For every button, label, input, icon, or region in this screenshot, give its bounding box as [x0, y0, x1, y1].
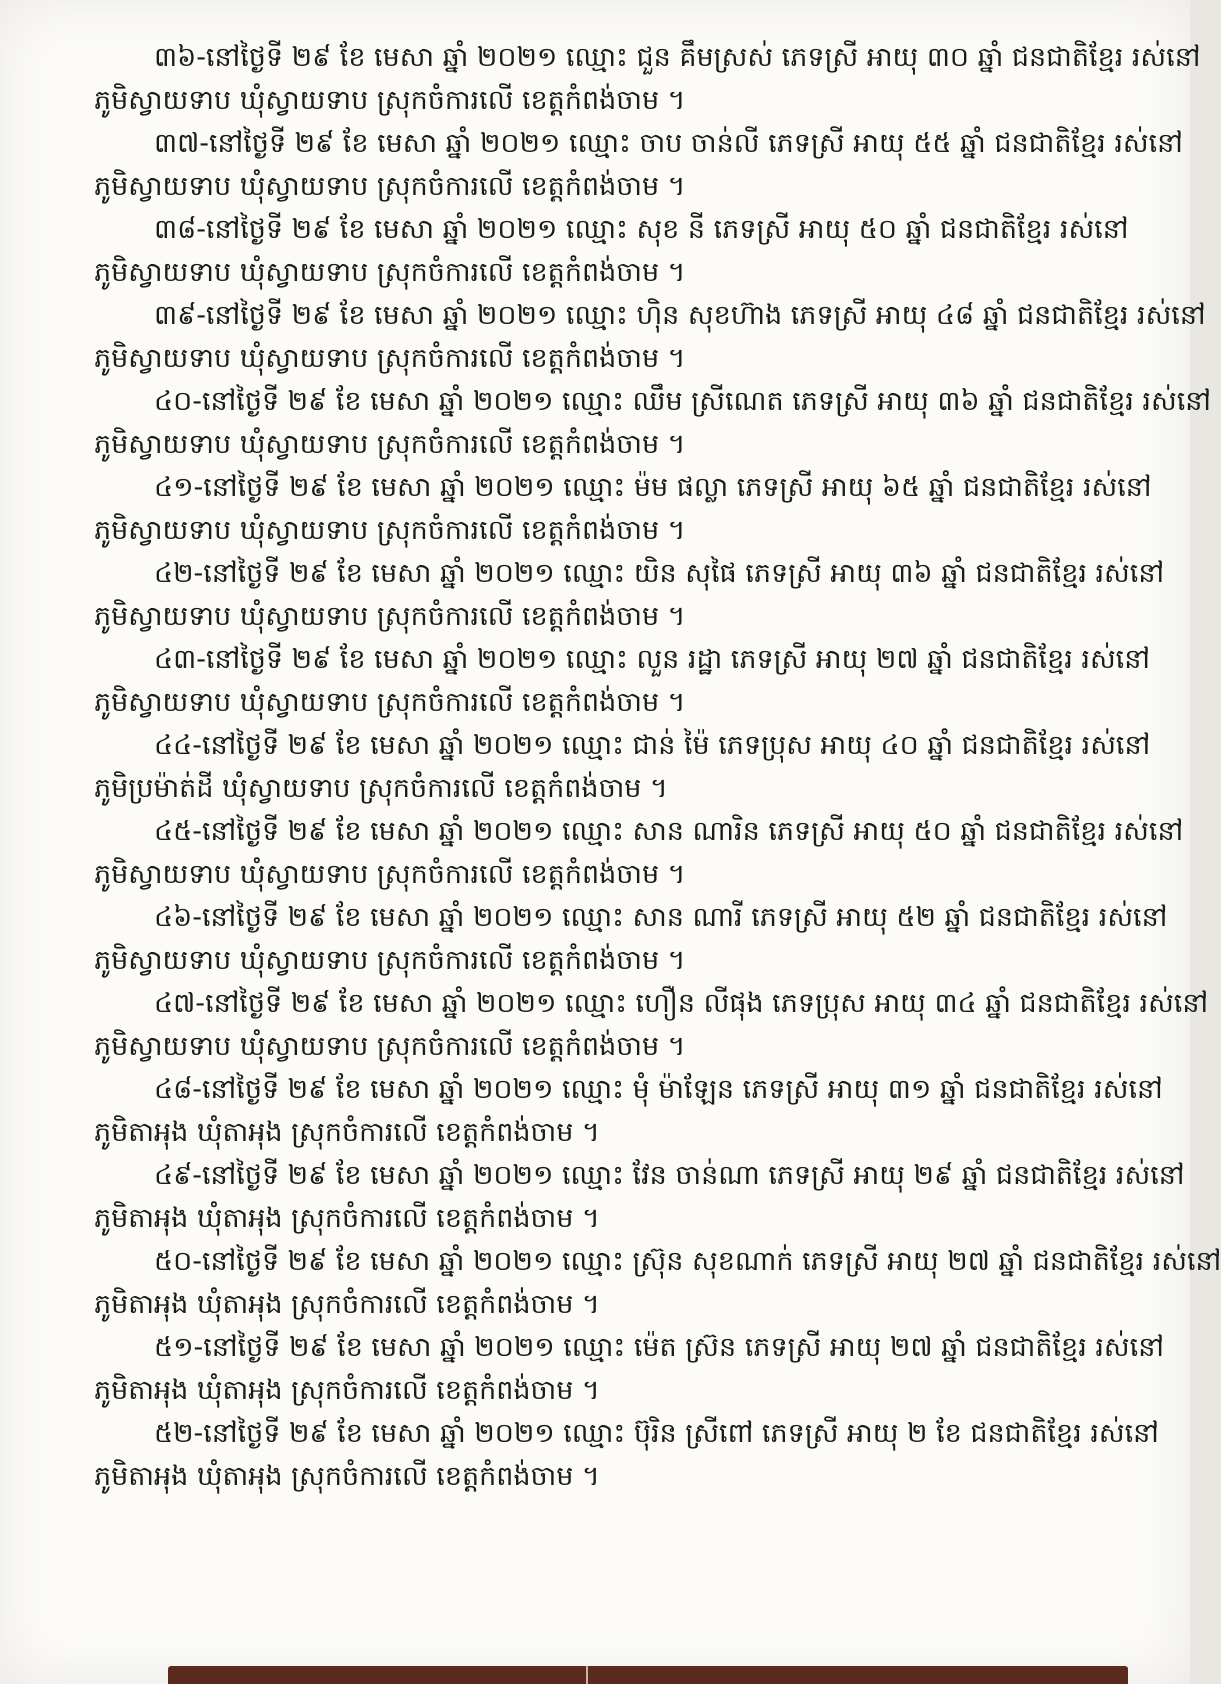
- list-item: [94, 810, 1184, 896]
- entry-address: ភូមិតាអុង ឃុំតាអុង ស្រុកចំការលើ ខេត្តកំពង់ចាម ។: [94, 1289, 600, 1320]
- entry-line: ៤២-នៅថ្ងៃទី ២៩ ខែ មេសា ឆ្នាំ ២០២១ ឈ្មោះ យិន សុផៃ ភេទស្រី អាយុ ៣៦ ឆ្នាំ ជនជាតិខ្មែរ រស់នៅ: [154, 558, 1165, 589]
- list-item: [94, 1412, 1159, 1498]
- entry-address: ភូមិស្វាយទាប ឃុំស្វាយទាប ស្រុកចំការលើ ខេត្តកំពង់ចាម ។: [94, 601, 686, 632]
- entry-address: ភូមិស្វាយទាប ឃុំស្វាយទាប ស្រុកចំការលើ ខេត្តកំពង់ចាម ។: [94, 687, 686, 718]
- entry-address: ភូមិស្វាយទាប ឃុំស្វាយទាប ស្រុកចំការលើ ខេត្តកំពង់ចាម ។: [94, 945, 686, 976]
- entry-line: ៣៨-នៅថ្ងៃទី ២៩ ខែ មេសា ឆ្នាំ ២០២១ ឈ្មោះ សុខ នី ភេទស្រី អាយុ ៥០ ឆ្នាំ ជនជាតិខ្មែរ រស់នៅ: [154, 214, 1129, 245]
- list-item: [94, 208, 1129, 294]
- entry-line: ៤៧-នៅថ្ងៃទី ២៩ ខែ មេសា ឆ្នាំ ២០២១ ឈ្មោះ ហឿន លីផុង ភេទប្រុស អាយុ ៣៤ ឆ្នាំ ជនជាតិខ្មែរ រស់នៅ: [154, 988, 1209, 1019]
- entry-address: ភូមិស្វាយទាប ឃុំស្វាយទាប ស្រុកចំការលើ ខេត្តកំពង់ចាម ។: [94, 171, 686, 202]
- list-item: [94, 380, 1211, 466]
- entry-address: ភូមិតាអុង ឃុំតាអុង ស្រុកចំការលើ ខេត្តកំពង់ចាម ។: [94, 1461, 600, 1492]
- entry-address: ភូមិស្វាយទាប ឃុំស្វាយទាប ស្រុកចំការលើ ខេត្តកំពង់ចាម ។: [94, 515, 686, 546]
- entry-address: ភូមិប្រម៉ាត់ដី ឃុំស្វាយទាប ស្រុកចំការលើ ខេត្តកំពង់ចាម ។: [94, 773, 668, 804]
- entry-line: ៤៣-នៅថ្ងៃទី ២៩ ខែ មេសា ឆ្នាំ ២០២១ ឈ្មោះ លួន រដ្ឋា ភេទស្រី អាយុ ២៧ ឆ្នាំ ជនជាតិខ្មែរ រស់នៅ: [154, 644, 1150, 675]
- list-item: [94, 724, 1151, 810]
- entry-address: ភូមិស្វាយទាប ឃុំស្វាយទាប ស្រុកចំការលើ ខេត្តកំពង់ចាម ។: [94, 343, 686, 374]
- list-item: [94, 896, 1168, 982]
- entry-line: ៤៦-នៅថ្ងៃទី ២៩ ខែ មេសា ឆ្នាំ ២០២១ ឈ្មោះ សាន ណារី ភេទស្រី អាយុ ៥២ ឆ្នាំ ជនជាតិខ្មែរ រស់នៅ: [154, 902, 1168, 933]
- list-item: [94, 552, 1165, 638]
- entry-address: ភូមិតាអុង ឃុំតាអុង ស្រុកចំការលើ ខេត្តកំពង់ចាម ។: [94, 1203, 600, 1234]
- entry-line: ៤១-នៅថ្ងៃទី ២៩ ខែ មេសា ឆ្នាំ ២០២១ ឈ្មោះ ម៉ម ផល្លា ភេទស្រី អាយុ ៦៥ ឆ្នាំ ជនជាតិខ្មែរ រស់នៅ: [154, 472, 1152, 503]
- entry-address: ភូមិតាអុង ឃុំតាអុង ស្រុកចំការលើ ខេត្តកំពង់ចាម ។: [94, 1375, 600, 1406]
- entry-address: ភូមិតាអុង ឃុំតាអុង ស្រុកចំការលើ ខេត្តកំពង់ចាម ។: [94, 1117, 600, 1148]
- list-item: [94, 982, 1209, 1068]
- list-item: [94, 294, 1206, 380]
- border-seam: [586, 1666, 588, 1684]
- entry-line: ៤៩-នៅថ្ងៃទី ២៩ ខែ មេសា ឆ្នាំ ២០២១ ឈ្មោះ វែន ចាន់ណា ភេទស្រី អាយុ ២៩ ឆ្នាំ ជនជាតិខ្មែរ រស់នៅ: [154, 1160, 1185, 1191]
- entry-address: ភូមិស្វាយទាប ឃុំស្វាយទាប ស្រុកចំការលើ ខេត្តកំពង់ចាម ។: [94, 859, 686, 890]
- document-body: [94, 36, 1221, 1498]
- entry-address: ភូមិស្វាយទាប ឃុំស្វាយទាប ស្រុកចំការលើ ខេត្តកំពង់ចាម ។: [94, 85, 686, 116]
- list-item: [94, 1326, 1164, 1412]
- entry-line: ៤៨-នៅថ្ងៃទី ២៩ ខែ មេសា ឆ្នាំ ២០២១ ឈ្មោះ មុំ ម៉ាឡែន ភេទស្រី អាយុ ៣១ ឆ្នាំ ជនជាតិខ្មែរ រស់នៅ: [154, 1074, 1163, 1105]
- entry-line: ៤០-នៅថ្ងៃទី ២៩ ខែ មេសា ឆ្នាំ ២០២១ ឈ្មោះ ឈឹម ស្រីណេត ភេទស្រី អាយុ ៣៦ ឆ្នាំ ជនជាតិខ្មែរ រស់នៅ: [154, 386, 1211, 417]
- entry-address: ភូមិស្វាយទាប ឃុំស្វាយទាប ស្រុកចំការលើ ខេត្តកំពង់ចាម ។: [94, 257, 686, 288]
- list-item: [94, 466, 1152, 552]
- entry-line: ៥០-នៅថ្ងៃទី ២៩ ខែ មេសា ឆ្នាំ ២០២១ ឈ្មោះ ស្រ៊ុន សុខណាក់ ភេទស្រី អាយុ ២៧ ឆ្នាំ ជនជាតិខ្មែរ រស់នៅ: [154, 1246, 1221, 1277]
- list-item: [94, 1240, 1221, 1326]
- entry-line: ៣៦-នៅថ្ងៃទី ២៩ ខែ មេសា ឆ្នាំ ២០២១ ឈ្មោះ ជួន គឹមស្រស់ ភេទស្រី អាយុ ៣០ ឆ្នាំ ជនជាតិខ្មែរ រស់នៅ: [154, 42, 1201, 73]
- list-item: [94, 638, 1150, 724]
- entry-line: ៥២-នៅថ្ងៃទី ២៩ ខែ មេសា ឆ្នាំ ២០២១ ឈ្មោះ ប៊ុរិន ស្រីពៅ ភេទស្រី អាយុ ២ ខែ ជនជាតិខ្មែរ រស់នៅ: [154, 1418, 1159, 1449]
- entry-line: ៤៤-នៅថ្ងៃទី ២៩ ខែ មេសា ឆ្នាំ ២០២១ ឈ្មោះ ជាន់ ម៉ៃ ភេទប្រុស អាយុ ៤០ ឆ្នាំ ជនជាតិខ្មែរ រស់នៅ: [154, 730, 1151, 761]
- entry-line: ៣៩-នៅថ្ងៃទី ២៩ ខែ មេសា ឆ្នាំ ២០២១ ឈ្មោះ ហ៊ិន សុខហ៊ាង ភេទស្រី អាយុ ៤៨ ឆ្នាំ ជនជាតិខ្មែរ រស់នៅ: [154, 300, 1206, 331]
- entry-address: ភូមិស្វាយទាប ឃុំស្វាយទាប ស្រុកចំការលើ ខេត្តកំពង់ចាម ។: [94, 429, 686, 460]
- entry-line: ៤៥-នៅថ្ងៃទី ២៩ ខែ មេសា ឆ្នាំ ២០២១ ឈ្មោះ សាន ណារិន ភេទស្រី អាយុ ៥០ ឆ្នាំ ជនជាតិខ្មែរ រស់នៅ: [154, 816, 1184, 847]
- entry-address: ភូមិស្វាយទាប ឃុំស្វាយទាប ស្រុកចំការលើ ខេត្តកំពង់ចាម ។: [94, 1031, 686, 1062]
- list-item: [94, 36, 1201, 122]
- list-item: [94, 122, 1183, 208]
- entry-line: ៣៧-នៅថ្ងៃទី ២៩ ខែ មេសា ឆ្នាំ ២០២១ ឈ្មោះ ចាប ចាន់លី ភេទស្រី អាយុ ៥៥ ឆ្នាំ ជនជាតិខ្មែរ រស់នៅ: [154, 128, 1183, 159]
- page-bottom-border: [168, 1666, 1128, 1684]
- entry-line: ៥១-នៅថ្ងៃទី ២៩ ខែ មេសា ឆ្នាំ ២០២១ ឈ្មោះ ម៉េត ស្រ៊ន ភេទស្រី អាយុ ២៧ ឆ្នាំ ជនជាតិខ្មែរ រស់នៅ: [154, 1332, 1164, 1363]
- list-item: [94, 1068, 1163, 1154]
- list-item: [94, 1154, 1185, 1240]
